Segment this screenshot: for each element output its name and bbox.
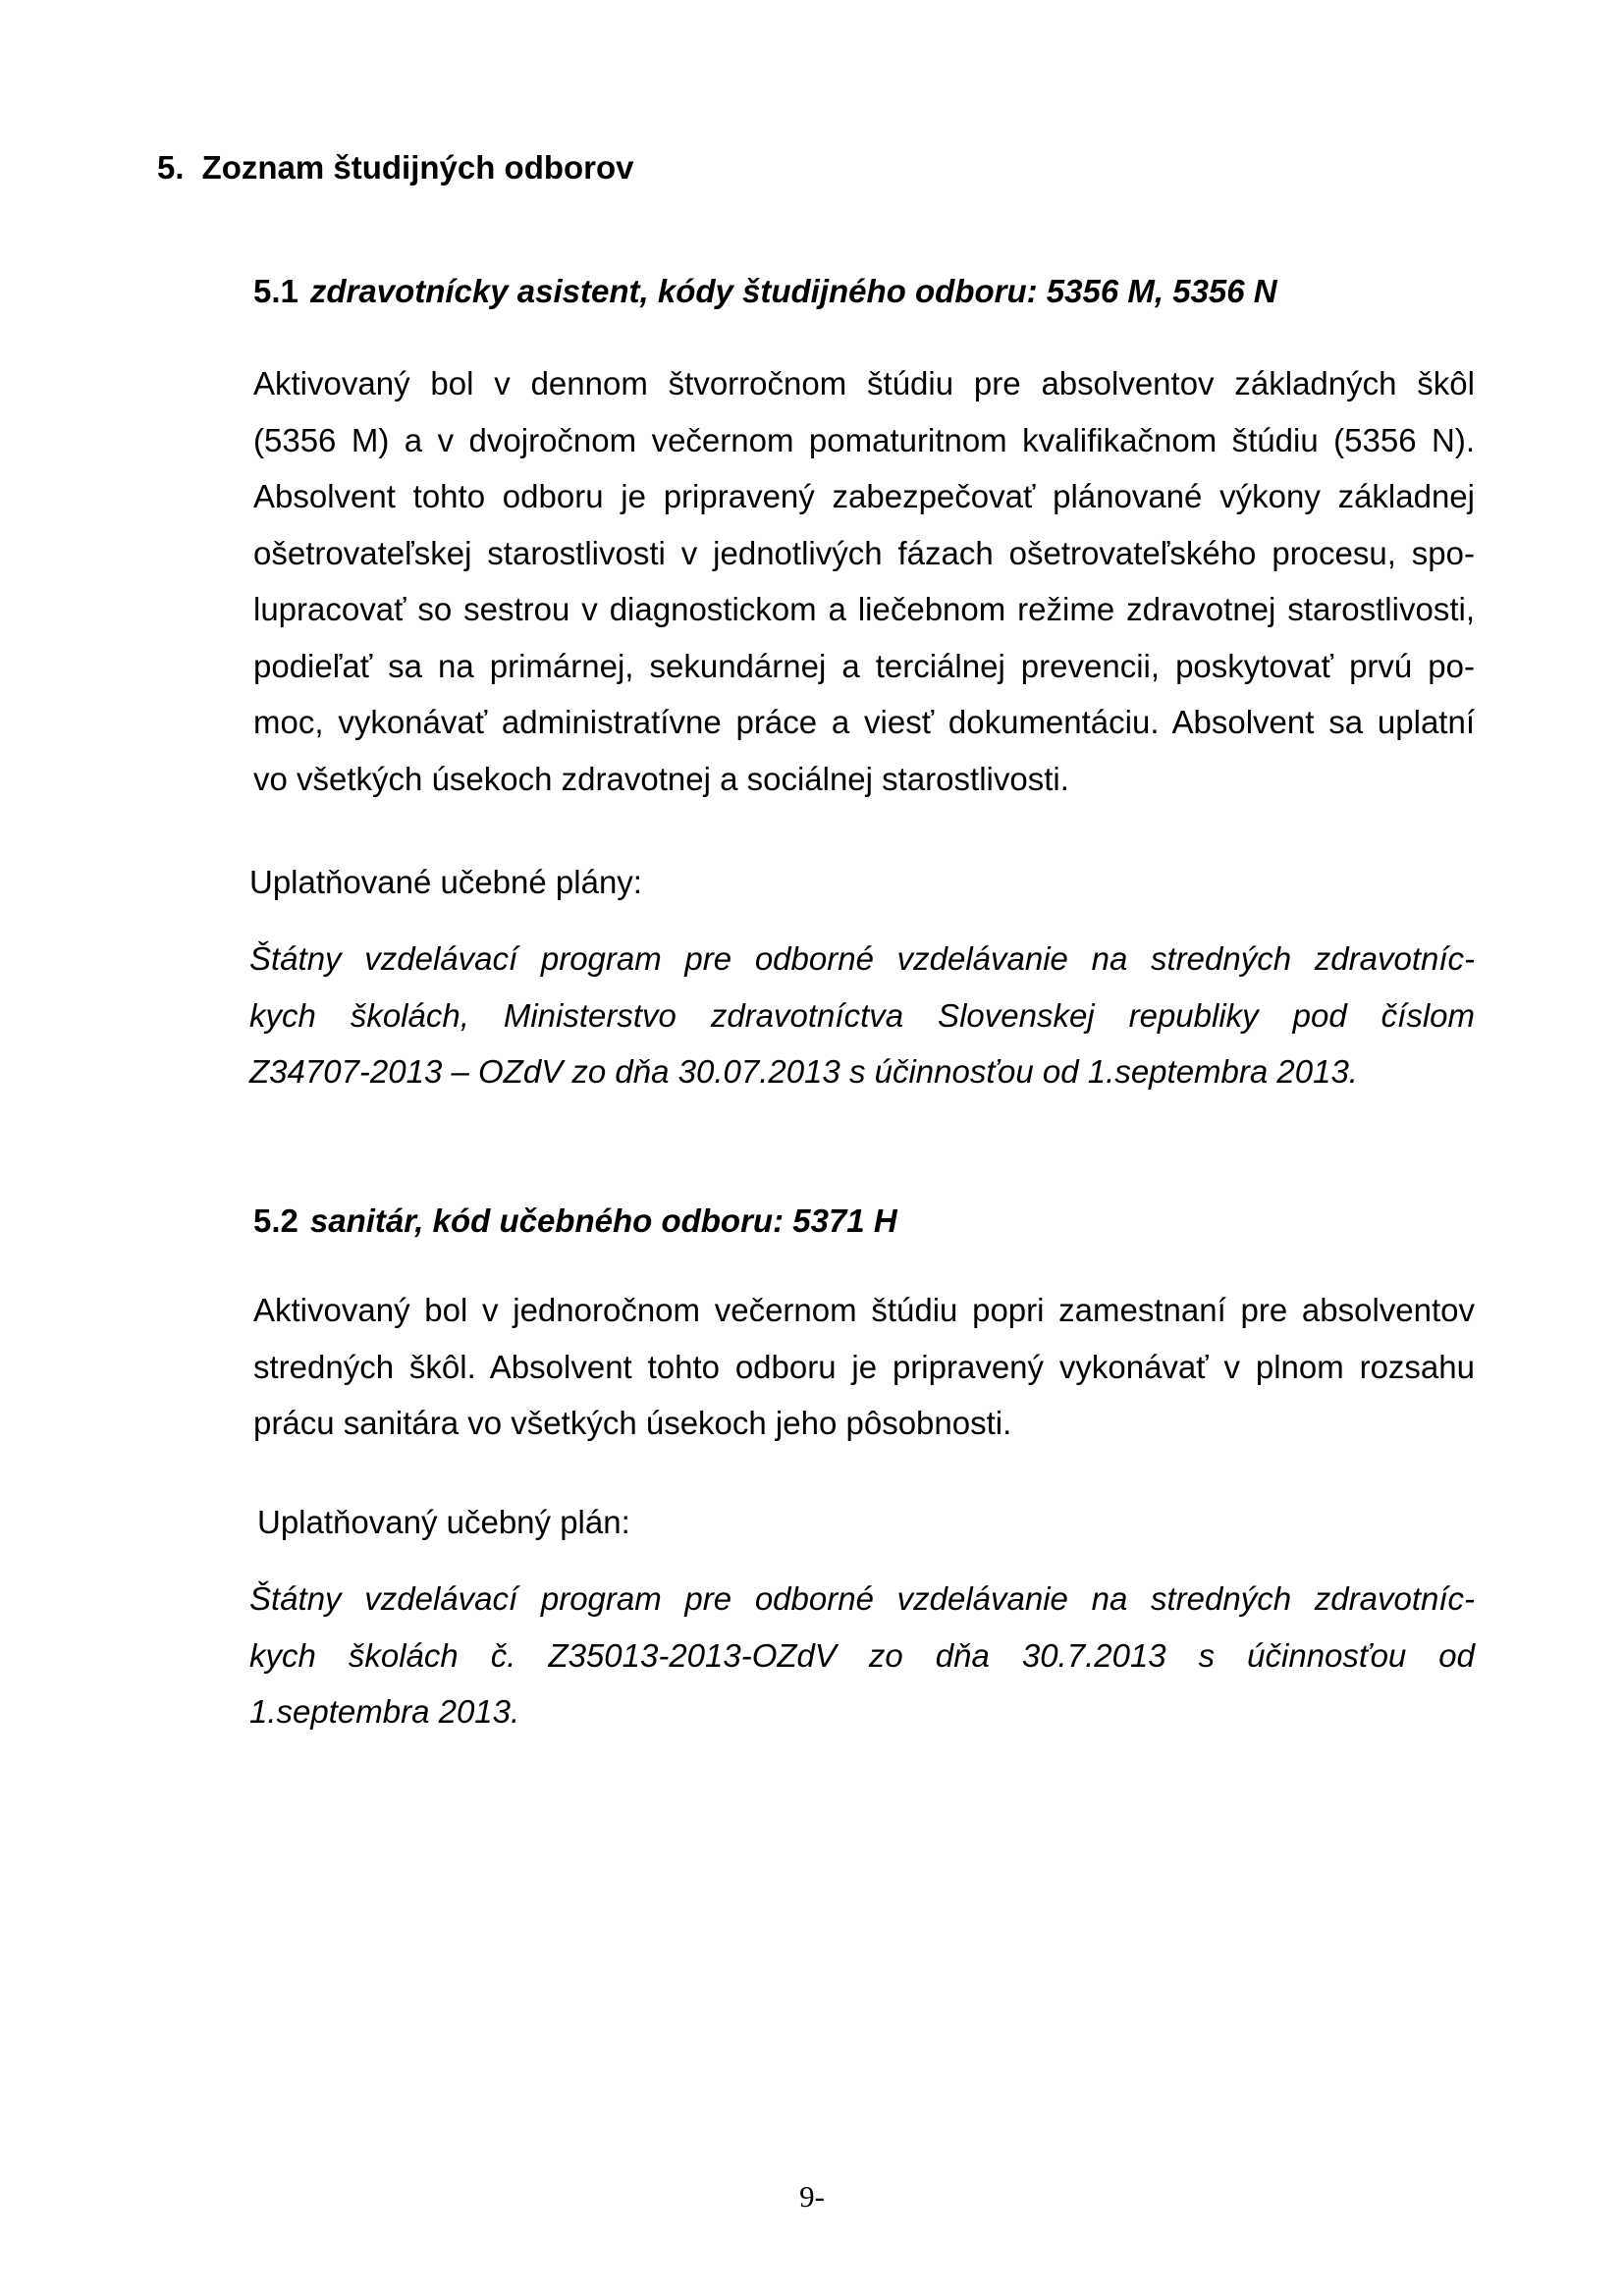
text-line: vo všetkých úsekoch zdravotnej a sociálnej starostlivosti. (253, 760, 1069, 797)
text-line: 1.septembra 2013. (249, 1693, 520, 1730)
section-heading (157, 149, 634, 187)
text-line: ošetrovateľskej starostlivosti v jednotlivých fázach ošetrovateľského procesu, spo- (253, 534, 1475, 571)
text-line: prácu sanitára vo všetkých úsekoch jeho pôsobnosti. (253, 1405, 1012, 1441)
text-line: (5356 M) a v dvojročnom večernom pomaturitnom kvalifikačnom štúdiu (5356 N). (253, 421, 1475, 458)
text-line: Aktivovaný bol v dennom štvorročnom štúdiu pre absolventov základných škôl (253, 365, 1475, 401)
page-number: 9- (799, 2179, 825, 2214)
text-line: Štátny vzdelávací program pre odborné vzdelávanie na stredných zdravotníc- (249, 1580, 1475, 1617)
subsection-heading-5-2 (253, 1202, 897, 1240)
text-line: Absolvent tohto odboru je pripravený zabezpečovať plánované výkony základnej (253, 478, 1475, 514)
text-line: Z34707-2013 – OZdV zo dňa 30.07.2013 s účinnosťou od 1.septembra 2013. (249, 1053, 1358, 1090)
subsection-5-1-description (253, 355, 1475, 807)
plans-label-5-1: Uplatňované učebné plány: (249, 864, 642, 900)
subsection-5-2-description (253, 1282, 1475, 1452)
text-line: lupracovať so sestrou v diagnostickom a liečebnom režime zdravotnej starostlivosti, (253, 591, 1475, 627)
text-line: podieľať sa na primárnej, sekundárnej a terciálnej prevencii, poskytovať prvú po- (253, 647, 1475, 684)
text-line: kych školách, Ministerstvo zdravotníctva Slovenskej republiky pod číslom (249, 996, 1475, 1034)
text-line: Aktivovaný bol v jednoročnom večernom štúdiu popri zamestnaní pre absolventov (253, 1292, 1475, 1328)
text-line: stredných škôl. Absolvent tohto odboru je pripravený vykonávať v plnom rozsahu (253, 1348, 1475, 1385)
plans-text-5-2 (249, 1571, 1475, 1740)
plans-text-5-1 (249, 931, 1475, 1100)
subsection-number: 5.2 (253, 1202, 298, 1239)
subsection-title: sanitár, kód učebného odboru: 5371 H (309, 1202, 897, 1239)
text-line: kych školách č. Z35013-2013-OZdV zo dňa 30.7.2013 s účinnosťou od (249, 1636, 1475, 1674)
text-line: moc, vykonávať administratívne práce a viesť dokumentáciu. Absolvent sa uplatní (253, 704, 1475, 740)
section-number: 5. (157, 149, 185, 186)
subsection-number: 5.1 (253, 273, 298, 309)
subsection-heading-5-1 (253, 273, 1277, 310)
section-title: Zoznam študijných odborov (201, 149, 634, 186)
subsection-title: zdravotnícky asistent, kódy študijného odboru: 5356 M, 5356 N (309, 273, 1277, 309)
plans-label-5-2: Uplatňovaný učebný plán: (257, 1504, 630, 1540)
text-line: Štátny vzdelávací program pre odborné vzdelávanie na stredných zdravotníc- (249, 940, 1475, 977)
